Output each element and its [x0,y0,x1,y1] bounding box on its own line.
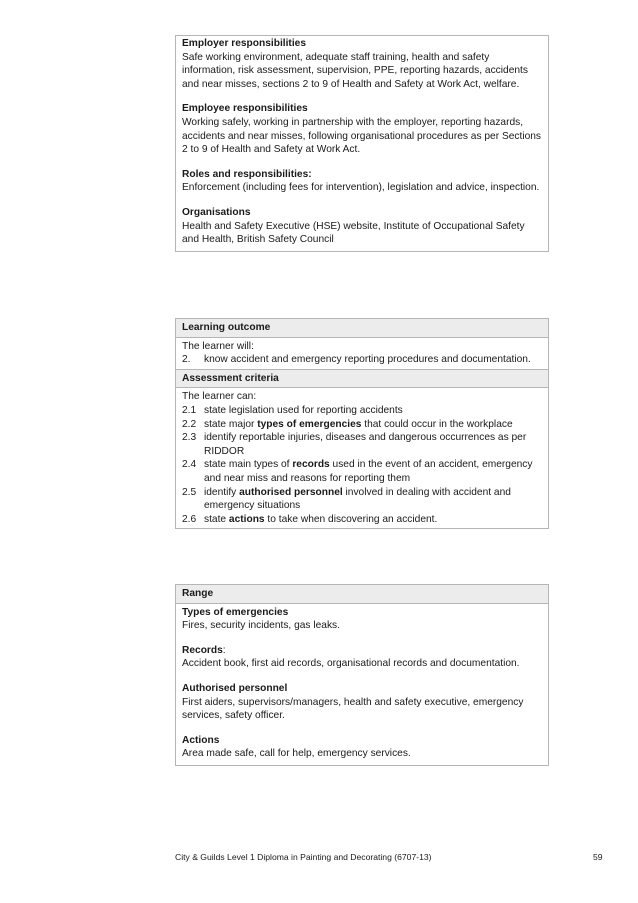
heading-suffix: : [222,644,226,656]
learning-outcome-body [176,337,548,369]
section-body: Enforcement (including fees for intervention), legislation and advice, inspection. [182,182,540,194]
learning-outcome-box [175,318,549,529]
actions-section [182,734,542,761]
assessment-criteria-body [176,387,548,528]
criterion-item [182,404,542,418]
section-heading-line [182,644,542,658]
range-header: Range [176,585,548,603]
criterion-text-pre: state major [204,418,258,430]
criterion-keyword: authorised personnel [239,486,343,498]
section-heading: Employer responsibilities [182,38,306,49]
section-heading: Organisations [182,206,251,218]
criterion-text [204,431,542,458]
criterion-keyword: types of emergencies [257,418,362,430]
criterion-text [204,418,542,432]
criterion-number: 2.3 [182,432,197,444]
learner-can-label: The learner can: [182,391,257,403]
criterion-number: 2.2 [182,418,197,430]
section-body: Safe working environment, adequate staff training, health and safety information, risk assessment, supervision, PPE, reporting hazards, accidents and near misses, sections 2 to 9 of Health and Safety at Work Act, welfare. [182,51,528,90]
section-heading: Roles and responsibilities: [182,168,312,180]
section-heading: Records [182,644,223,656]
outcome-text: know accident and emergency reporting procedures and documentation. [204,354,531,366]
criterion-item [182,418,542,432]
types-of-emergencies-section [182,606,542,633]
assessment-criteria-header: Assessment criteria [176,369,548,388]
footer-title: City & Guilds Level 1 Diploma in Painting and Decorating (6707-13) [175,852,432,862]
range-body [176,603,548,765]
employee-responsibilities-section [182,102,542,156]
criterion-item [182,458,542,485]
section-heading: Types of emergencies [182,606,289,618]
outcome-number: 2. [182,354,191,366]
responsibilities-box [175,35,549,252]
criterion-number: 2.1 [182,404,197,416]
criterion-text-pre: identify reportable injuries, diseases and dangerous occurrences as per RIDDOR [204,432,527,457]
criterion-text-pre: state legislation used for reporting accidents [204,404,403,416]
criterion-number: 2.5 [182,486,197,498]
criterion-text [204,458,542,485]
criterion-text-post: that could occur in the workplace [361,418,513,430]
section-body: First aiders, supervisors/managers, health and safety executive, emergency services, safety officer. [182,696,524,722]
criterion-number: 2.6 [182,513,197,525]
criterion-text-pre: state [204,513,229,525]
criterion-text-pre: identify [204,486,240,498]
outcome-item [182,353,542,367]
criterion-text [204,486,542,513]
learner-will-label: The learner will: [182,340,254,352]
criterion-text [204,404,542,418]
criterion-item [182,431,542,458]
records-section [182,644,542,671]
criterion-keyword: records [292,459,330,471]
criterion-keyword: actions [228,513,265,525]
section-heading: Authorised personnel [182,682,288,694]
learning-outcome-header: Learning outcome [176,319,548,337]
employer-responsibilities-section [182,37,542,91]
criterion-text-post: to take when discovering an accident. [264,513,438,525]
criterion-text [204,513,542,527]
section-heading: Actions [182,734,220,746]
section-body: Accident book, first aid records, organisational records and documentation. [182,658,520,670]
section-body: Health and Safety Executive (HSE) website, Institute of Occupational Safety and Health, British Safety Council [182,220,525,246]
range-box [175,584,549,766]
criteria-list [182,404,542,526]
section-heading: Employee responsibilities [182,103,308,115]
roles-responsibilities-section [182,168,542,195]
criterion-text-pre: state main types of [204,459,293,471]
section-body: Working safely, working in partnership with the employer, reporting hazards, accidents and near misses, following organisational procedures as per Sections 2 to 9 of Health and Safety at Work Act. [182,116,542,156]
criterion-item [182,513,542,527]
criterion-text-post: used in the event of an accident, emergency and near miss and reasons for reporting them [204,459,533,484]
page-number: 59 [593,852,603,862]
criterion-number: 2.4 [182,459,197,471]
criterion-item [182,486,542,513]
criterion-text-post: involved in dealing with accident and emergency situations [204,486,511,512]
section-body: Area made safe, call for help, emergency services. [182,748,411,760]
organisations-section [182,206,542,247]
section-body: Fires, security incidents, gas leaks. [182,620,340,632]
authorised-personnel-section [182,682,542,723]
